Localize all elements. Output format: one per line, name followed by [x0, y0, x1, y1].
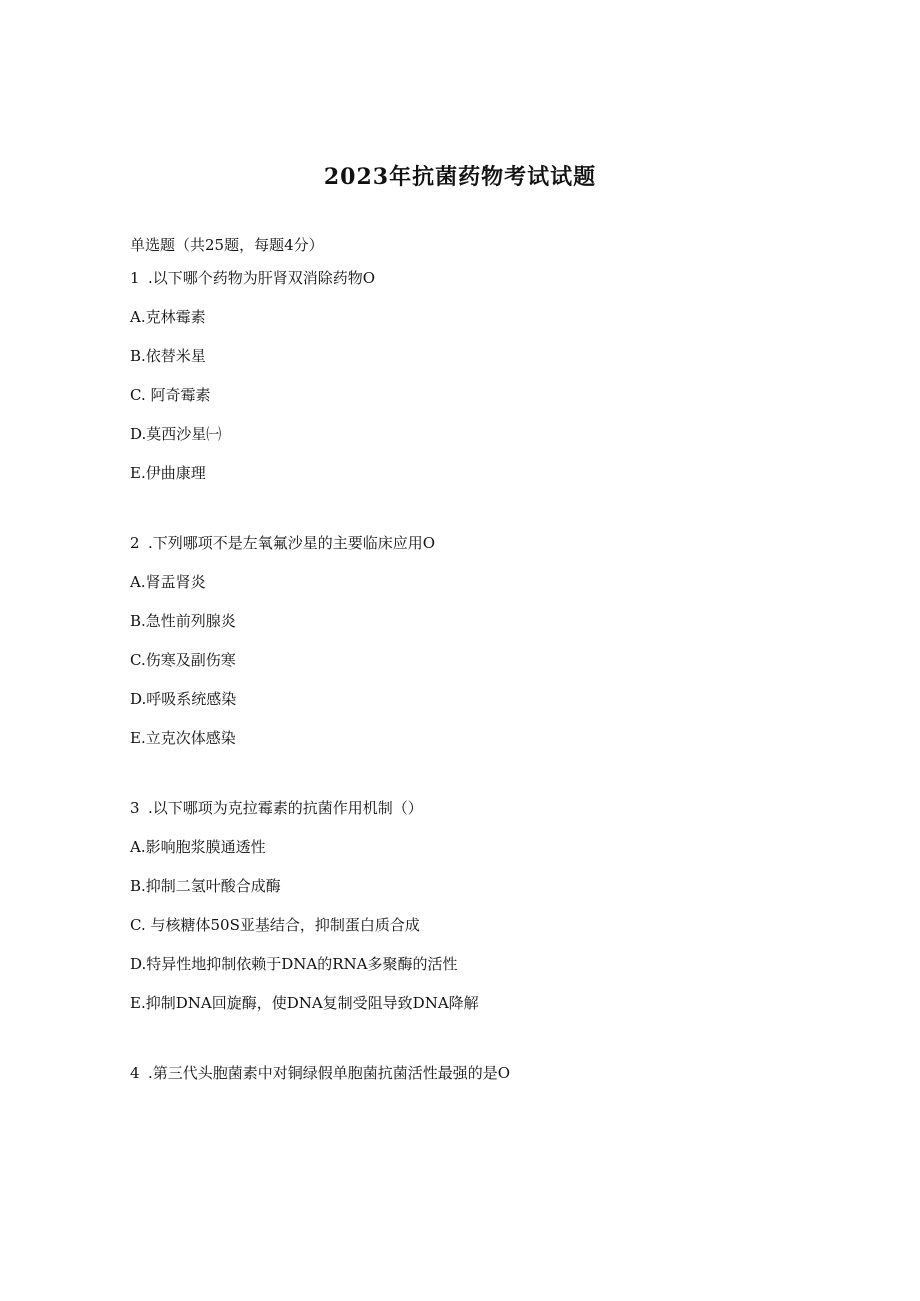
option-e: E.伊曲康理: [130, 464, 206, 482]
option-e: E.抑制DNA回旋酶，使DNA复制受阻导致DNA降解: [130, 994, 479, 1012]
question-stem: [130, 265, 830, 304]
question-1: [130, 265, 830, 499]
question-4: [130, 1060, 830, 1099]
question-stem: [130, 530, 830, 569]
option-b: B.急性前列腺炎: [130, 612, 236, 630]
option-e: E.立克次体感染: [130, 729, 236, 747]
option-d: D.特异性地抑制依赖于DNA的RNA多聚酶的活性: [130, 955, 458, 973]
option-d: D.莫西沙星㈠: [130, 425, 222, 443]
question-stem: [130, 1060, 830, 1099]
document-title: 2023年抗菌药物考试试题: [323, 164, 597, 190]
section-header: 单选题（共25题，每题4分）: [130, 236, 324, 254]
option-b: B.依替米星: [130, 347, 206, 365]
question-number: 3: [130, 799, 140, 817]
question-number: 4: [130, 1064, 140, 1082]
question-text: .以下哪项为克拉霉素的抗菌作用机制（）: [148, 799, 423, 817]
option-c: C. 与核糖体50S亚基结合，抑制蛋白质合成: [130, 916, 420, 934]
question-text: .第三代头胞菌素中对铜绿假单胞菌抗菌活性最强的是O: [148, 1064, 511, 1082]
question-stem: [130, 795, 830, 834]
question-text: .下列哪项不是左氧氟沙星的主要临床应用O: [148, 534, 436, 552]
question-list: [130, 265, 830, 1130]
option-a: A.肾盂肾炎: [130, 573, 206, 591]
question-number: 1: [130, 269, 140, 287]
option-c: C. 阿奇霉素: [130, 386, 211, 404]
question-3: [130, 795, 830, 1029]
question-2: [130, 530, 830, 764]
option-a: A.克林霉素: [130, 308, 206, 326]
option-a: A.影响胞浆膜通透性: [130, 838, 266, 856]
option-d: D.呼吸系统感染: [130, 690, 237, 708]
option-c: C.伤寒及副伤寒: [130, 651, 236, 669]
option-b: B.抑制二氢叶酸合成酶: [130, 877, 281, 895]
question-number: 2: [130, 534, 140, 552]
question-text: .以下哪个药物为肝肾双消除药物O: [148, 269, 376, 287]
